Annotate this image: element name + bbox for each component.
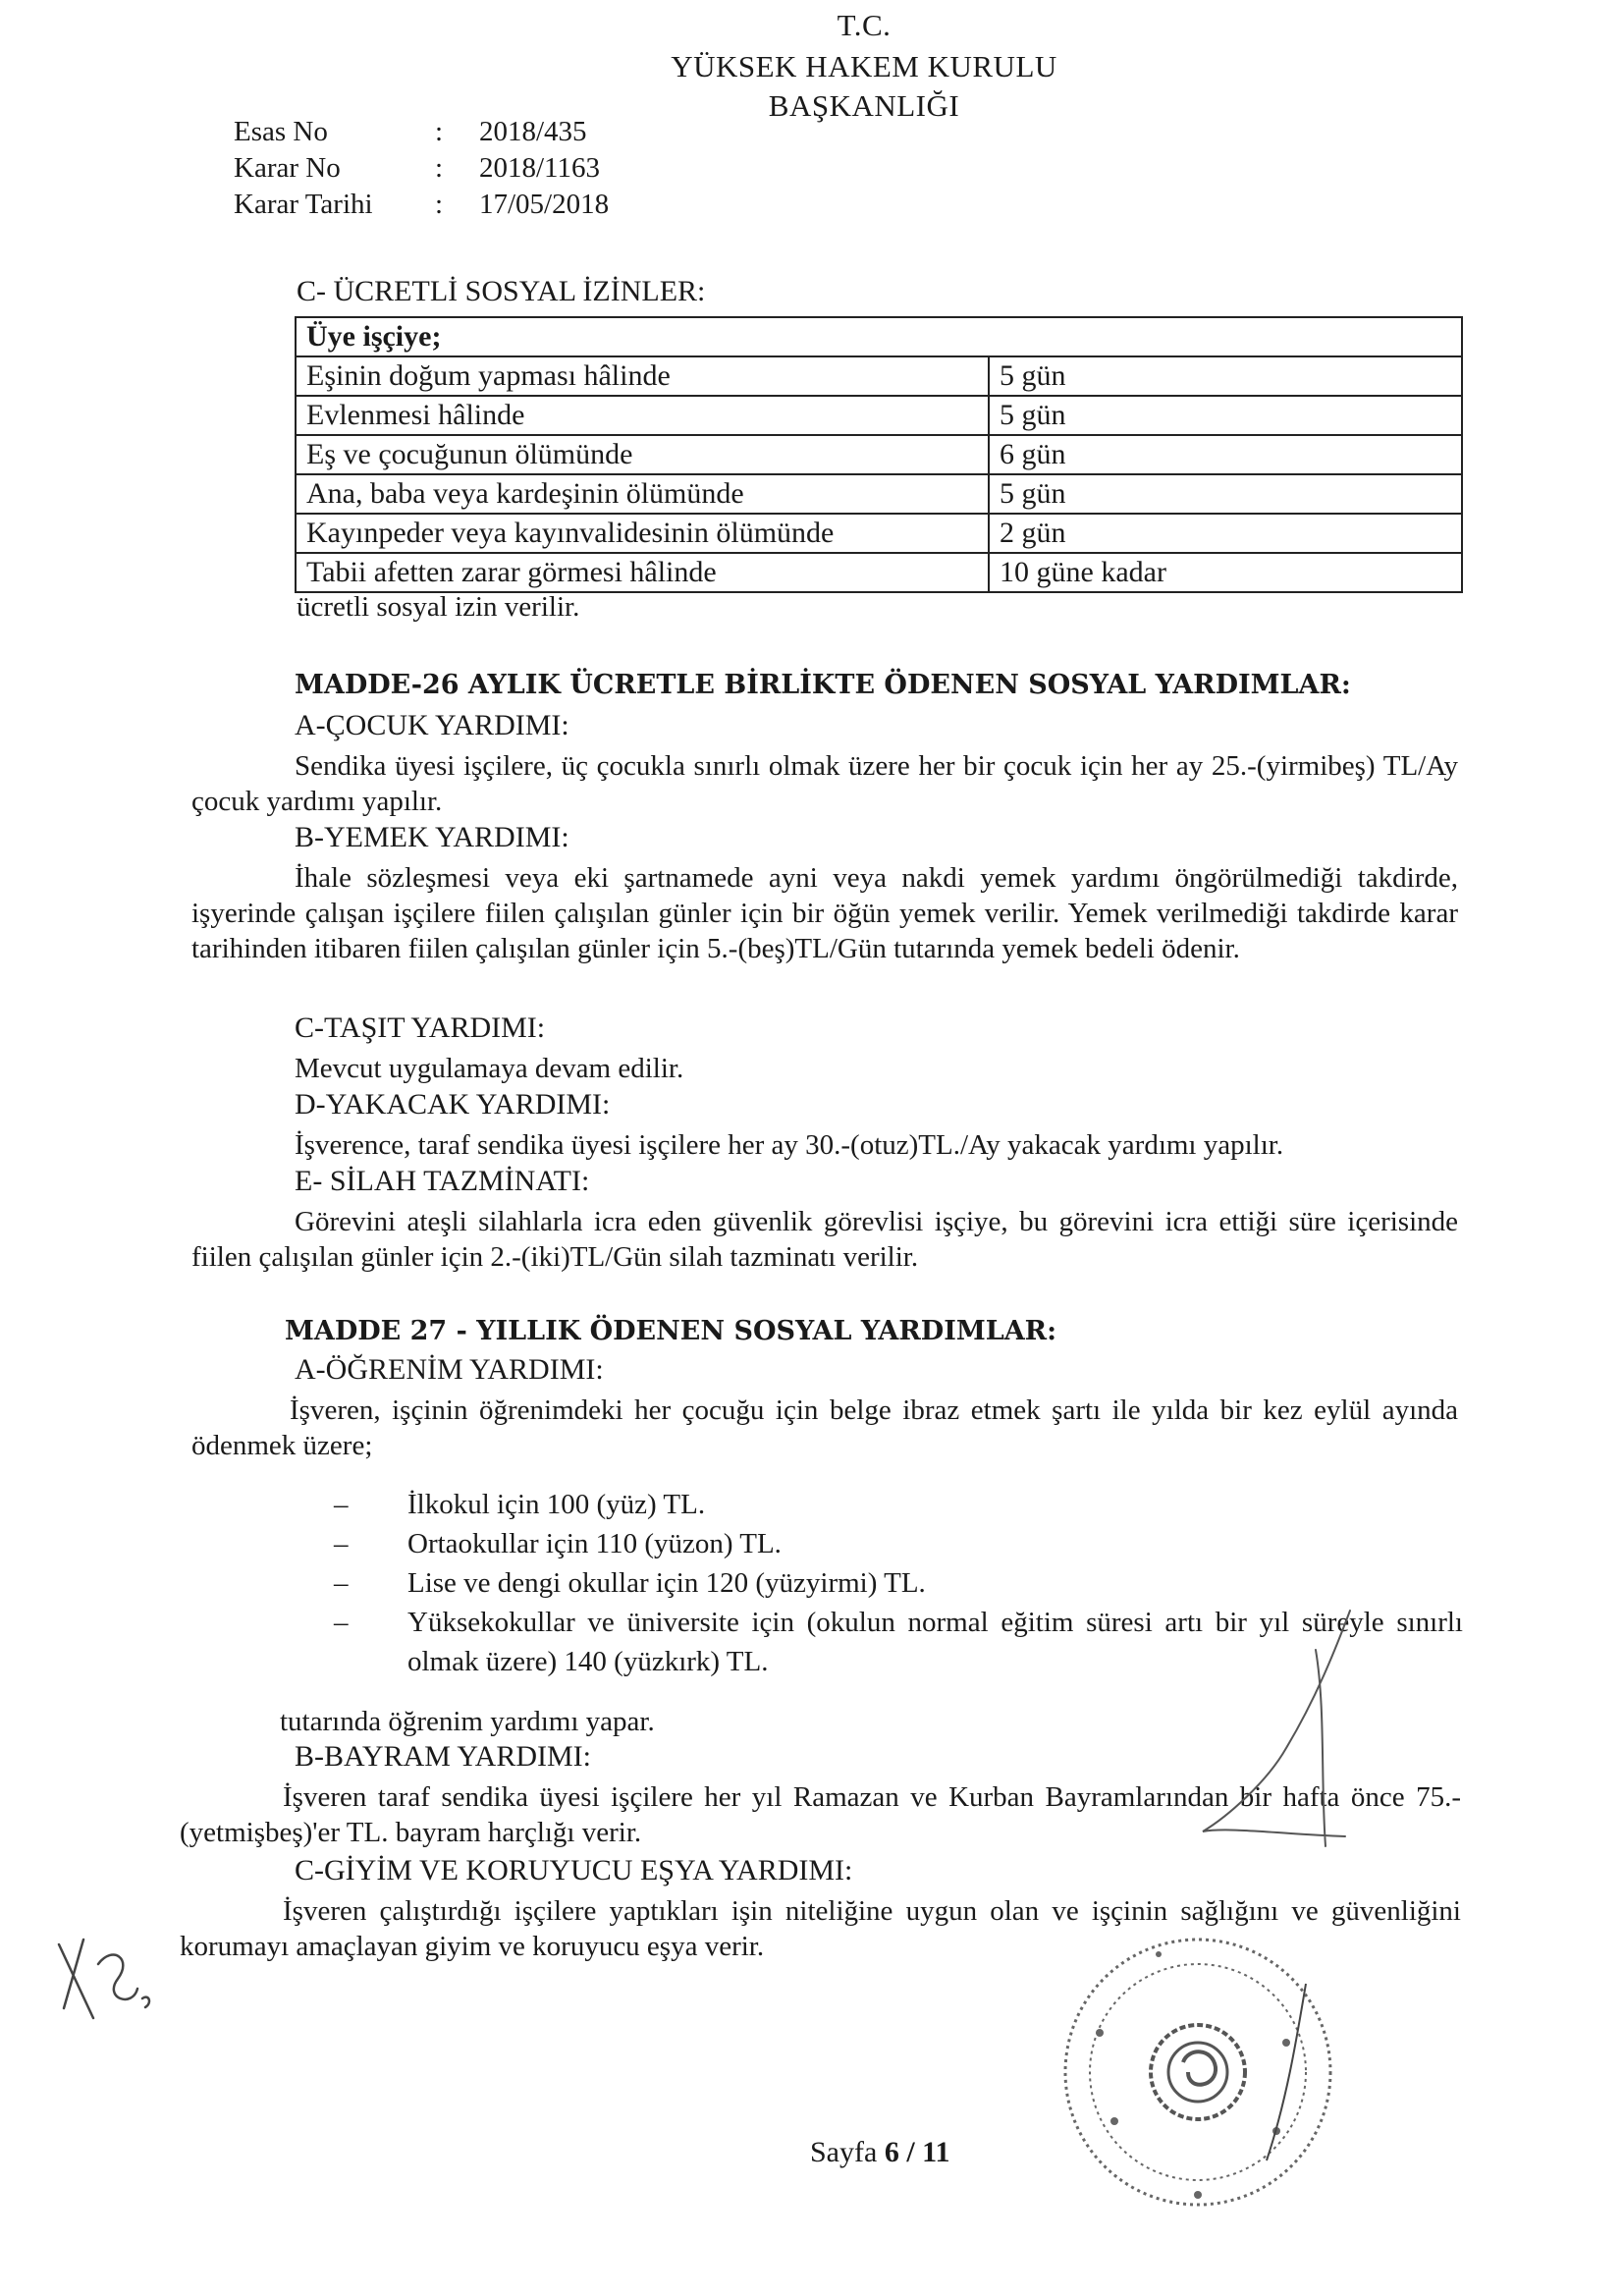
- list-item-text: Ortaokullar için 110 (yüzon) TL.: [407, 1528, 782, 1559]
- madde26-b-title: B-YEMEK YARDIMI:: [295, 821, 569, 853]
- list-item-text: İlkokul için 100 (yüz) TL.: [407, 1489, 706, 1520]
- leave-table: [295, 316, 1463, 593]
- leave-event: Tabii afetten zarar görmesi hâlinde: [296, 553, 989, 592]
- leave-days: 2 gün: [989, 514, 1462, 553]
- signature-mark: [1168, 1591, 1384, 1886]
- list-dash: –: [334, 1528, 349, 1559]
- madde26-c-title: C-TAŞIT YARDIMI:: [295, 1011, 546, 1044]
- leave-event: Eş ve çocuğunun ölümünde: [296, 435, 989, 474]
- list-item-text: Lise ve dengi okullar için 120 (yüzyirmi) TL.: [407, 1567, 926, 1599]
- meta-label: Esas No: [234, 116, 328, 147]
- meta-row: [234, 189, 705, 222]
- meta-value: 2018/1163: [479, 152, 600, 184]
- meta-colon: :: [435, 152, 444, 184]
- list-item-text: Yüksekokullar ve üniversite için (okulun normal eğitim süresi artı bir yıl süreyle sınırlı olmak üzere) 140 (yüzkırk) TL.: [407, 1607, 1463, 1677]
- leave-days: 5 gün: [989, 356, 1462, 396]
- list-item: [334, 1485, 1463, 1524]
- madde26-a-title: A-ÇOCUK YARDIMI:: [295, 709, 569, 741]
- case-meta: [234, 116, 705, 234]
- meta-row: [234, 152, 705, 186]
- initials-mark: [39, 1925, 167, 2033]
- leave-days: 5 gün: [989, 474, 1462, 514]
- header-institution: YÜKSEK HAKEM KURULU: [671, 49, 1057, 83]
- madde26-d-title: D-YAKACAK YARDIMI:: [295, 1088, 611, 1121]
- leave-event: Eşinin doğum yapması hâlinde: [296, 356, 989, 396]
- madde27-a-text: İşveren, işçinin öğrenimdeki her çocuğu için belge ibraz etmek şartı ile yılda bir kez eylül ayında ödenmek üzere;: [191, 1394, 1458, 1461]
- table-row: [296, 514, 1462, 553]
- page-separator: /: [906, 2136, 915, 2168]
- meta-value: 17/05/2018: [479, 189, 610, 220]
- header-tc: T.C.: [837, 8, 892, 42]
- section-c-footer: ücretli sosyal izin verilir.: [297, 591, 580, 623]
- table-row: [296, 356, 1462, 396]
- leave-table-wrapper: [295, 316, 1463, 593]
- leave-days: 6 gün: [989, 435, 1462, 474]
- table-header-cell: Üye işçiye;: [296, 317, 1462, 356]
- leave-days: 10 güne kadar: [989, 553, 1462, 592]
- leave-event: Kayınpeder veya kayınvalidesinin ölümünde: [296, 514, 989, 553]
- leave-event: Ana, baba veya kardeşinin ölümünde: [296, 474, 989, 514]
- list-item: [334, 1524, 1463, 1563]
- leave-days: 5 gün: [989, 396, 1462, 435]
- madde27-b-text: İşveren taraf sendika üyesi işçilere her yıl Ramazan ve Kurban Bayramlarından bir hafta önce 75.-(yetmişbeş)'er TL. bayram harçlığı verir.: [180, 1781, 1461, 1848]
- meta-row: [234, 116, 705, 149]
- madde26-e-title: E- SİLAH TAZMİNATI:: [295, 1165, 590, 1197]
- table-row: [296, 317, 1462, 356]
- madde27-title: MADDE 27 - YILLIK ÖDENEN SOSYAL YARDIMLAR:: [285, 1316, 1057, 1346]
- page-total: 11: [922, 2136, 950, 2168]
- table-row: [296, 474, 1462, 514]
- table-row: [296, 435, 1462, 474]
- table-row: [296, 396, 1462, 435]
- meta-value: 2018/435: [479, 116, 587, 147]
- page-current: 6: [884, 2136, 899, 2168]
- page-number: [810, 2136, 950, 2169]
- meta-colon: :: [435, 189, 444, 220]
- madde27-a-footer: tutarında öğrenim yardımı yapar.: [280, 1706, 655, 1737]
- list-dash: –: [334, 1567, 349, 1599]
- madde26-title: MADDE-26 AYLIK ÜCRETLE BİRLİKTE ÖDENEN SOSYAL YARDIMLAR:: [295, 670, 1351, 700]
- madde26-e-text: Görevini ateşli silahlarla icra eden güvenlik görevlisi işçiye, bu görevini icra ettiği süre içerisinde fiilen çalışılan günler için 2.-(iki)TL/Gün silah tazminatı verilir.: [191, 1206, 1458, 1273]
- table-row: [296, 553, 1462, 592]
- madde26-b-text: İhale sözleşmesi veya eki şartnamede ayni veya nakdi yemek yardımı öngörülmediği takdirde, işyerinde çalışan işçilere fiilen çalışılan günler için bir öğün yemek verilir. Yemek verilmediği takdirde karar tarihinden itibaren fiilen çalışılan günler için 5.-(beş)TL/Gün tutarında yemek bedeli ödenir.: [191, 862, 1458, 964]
- list-dash: –: [334, 1489, 349, 1520]
- madde26-c-text: Mevcut uygulamaya devam edilir.: [295, 1053, 684, 1084]
- madde26-a-text: Sendika üyesi işçilere, üç çocukla sınırlı olmak üzere her bir çocuk için her ay 25.-(yirmibeş) TL/Ay çocuk yardımı yapılır.: [191, 750, 1458, 817]
- madde27-a-title: A-ÖĞRENİM YARDIMI:: [295, 1353, 604, 1386]
- meta-label: Karar No: [234, 152, 341, 184]
- madde27-b-title: B-BAYRAM YARDIMI:: [295, 1740, 591, 1773]
- section-c-title: C- ÜCRETLİ SOSYAL İZİNLER:: [297, 275, 706, 307]
- madde27-c-title: C-GİYİM VE KORUYUCU EŞYA YARDIMI:: [295, 1854, 853, 1886]
- meta-label: Karar Tarihi: [234, 189, 373, 220]
- page-label: Sayfa: [810, 2136, 878, 2168]
- header-department: BAŞKANLIĞI: [768, 88, 960, 123]
- list-dash: –: [334, 1607, 349, 1638]
- madde27-c-text: İşveren çalıştırdığı işçilere yaptıkları işin niteliğine uygun olan ve işçinin sağlığını ve güvenliğini korumayı amaçlayan giyim ve koruyucu eşya verir.: [180, 1895, 1461, 1962]
- meta-colon: :: [435, 116, 444, 147]
- official-seal-stamp: [1041, 1925, 1355, 2219]
- leave-event: Evlenmesi hâlinde: [296, 396, 989, 435]
- madde26-d-text: İşverence, taraf sendika üyesi işçilere her ay 30.-(otuz)TL./Ay yakacak yardımı yapılır.: [295, 1129, 1284, 1161]
